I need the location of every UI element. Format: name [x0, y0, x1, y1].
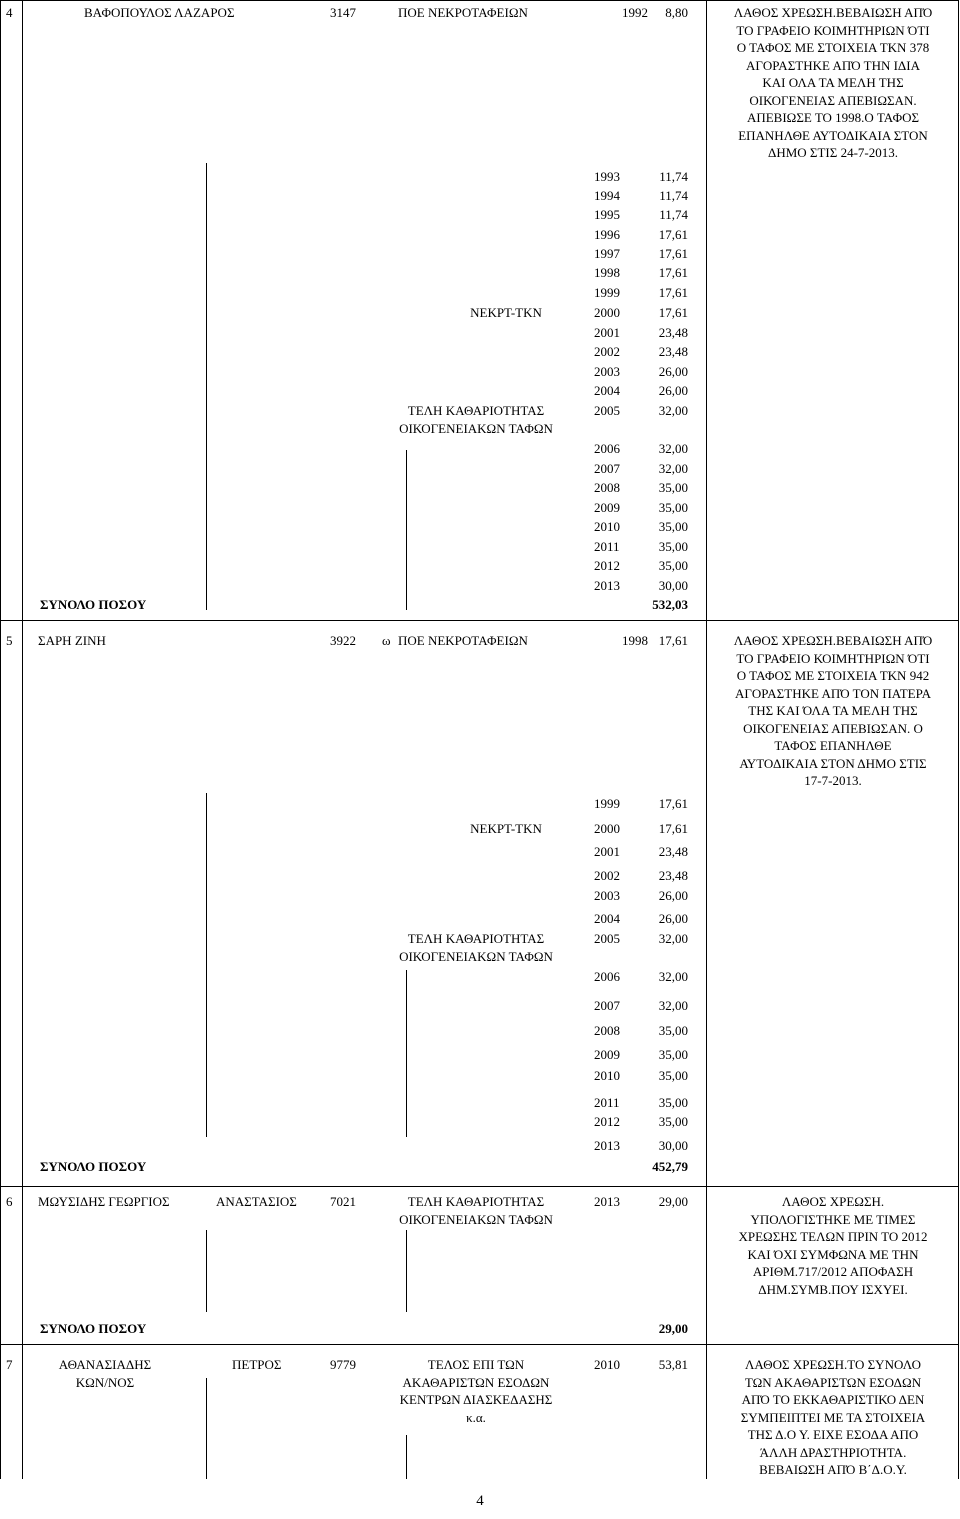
record-code: 3922: [330, 633, 356, 648]
year: 2011: [594, 539, 620, 554]
year: 2004: [594, 911, 620, 926]
text-line: ΤΗΣ ΚΑΙ ΌΛΑ ΤΑ ΜΕΛΗ ΤΗΣ: [748, 703, 918, 718]
year: 2013: [594, 578, 620, 593]
record-code: 9779: [330, 1357, 356, 1372]
text-line: ΟΙΚΟΓΕΝΕΙΑΣ ΑΠΕΒΙΩΣΑΝ.: [749, 92, 917, 108]
text-line: Ο ΤΑΦΟΣ ΜΕ ΣΤΟΙΧΕΙΑ ΤΚΝ 942: [736, 668, 930, 683]
fees-label-line-2: ΟΙΚΟΓΕΝΕΙΑΚΩΝ ΤΑΦΩΝ: [399, 421, 553, 436]
year: 2003: [594, 364, 620, 379]
amount: 35,00: [658, 1047, 688, 1062]
text-line: ΥΠΟΛΟΓΙΣΤΗΚΕ ΜΕ ΤΙΜΕΣ: [750, 1211, 916, 1227]
table-right-border: [958, 0, 959, 1479]
text-line: ΚΑΙ ΌΧΙ ΣΥΜΦΩΝΑ ΜΕ ΤΗΝ: [747, 1246, 919, 1262]
record-service-line-1: ΤΕΛΗ ΚΑΘΑΡΙΟΤΗΤΑΣ: [407, 1194, 545, 1209]
record-mark: ω: [382, 633, 391, 648]
year: 2010: [594, 1068, 620, 1083]
amount: 32,00: [658, 461, 688, 476]
year: 1996: [594, 227, 620, 242]
text-line: ΤΑΦΟΣ ΕΠΑΝΗΛΘΕ: [774, 738, 892, 753]
amount: 32,00: [658, 403, 688, 418]
year: 2000: [594, 305, 620, 320]
record-service: [376, 1356, 576, 1426]
record-code: 7021: [330, 1194, 356, 1209]
amount: 35,00: [658, 480, 688, 495]
table-left-border: [0, 0, 1, 1479]
record-note: [708, 1193, 958, 1298]
text-line: Ο ΤΑΦΟΣ ΜΕ ΣΤΟΙΧΕΙΑ ΤΚΝ 378: [736, 40, 930, 55]
total-label: ΣΥΝΟΛΟ ΠΟΣΟΥ: [40, 597, 147, 612]
amount: 23,48: [658, 344, 688, 359]
record-first-year: 1998: [622, 633, 648, 648]
fees-label-line-1: ΤΕΛΗ ΚΑΘΑΡΙΟΤΗΤΑΣ: [407, 403, 545, 418]
year: 1995: [594, 207, 620, 222]
year: 2007: [594, 998, 620, 1013]
amount: 35,00: [658, 1068, 688, 1083]
record-name-line-2: ΚΩΝ/ΝΟΣ: [75, 1375, 135, 1390]
amount: 17,61: [658, 796, 688, 811]
amount: 23,48: [658, 325, 688, 340]
record-note: [708, 632, 958, 790]
text-line: 17-7-2013.: [804, 773, 862, 788]
record-name-line-1: ΑΘΑΝΑΣΙΑΔΗΣ: [58, 1357, 152, 1372]
text-line: ΑΡΙΘΜ.717/2012 ΑΠΟΦΑΣΗ: [752, 1264, 914, 1279]
amount: 17,61: [658, 821, 688, 836]
text-line: ΛΑΘΟΣ ΧΡΕΩΣΗ.ΒΕΒΑΙΩΣΗ ΑΠΌ: [733, 633, 933, 648]
year: 2009: [594, 500, 620, 515]
amount: 35,00: [658, 519, 688, 534]
text-line: ΆΛΛΗ ΔΡΑΣΤΗΡΙΟΤΗΤΑ.: [759, 1444, 907, 1460]
year: 2009: [594, 1047, 620, 1062]
amount: 32,00: [658, 969, 688, 984]
amount: 35,00: [658, 1023, 688, 1038]
year: 1998: [594, 265, 620, 280]
fees-label-line-1: ΤΕΛΗ ΚΑΘΑΡΙΟΤΗΤΑΣ: [407, 931, 545, 946]
record-number: 7: [6, 1357, 13, 1372]
text-line: ΛΑΘΟΣ ΧΡΕΩΣΗ.: [781, 1194, 885, 1209]
text-line: ΟΙΚΟΓΕΝΕΙΑΣ ΑΠΕΒΙΩΣΑΝ. Ο: [743, 720, 923, 736]
record-number: 6: [6, 1194, 13, 1209]
text-line: ΑΠΌ ΤΟ ΕΚΚΑΘΑΡΙΣΤΙΚΟ ΔΕΝ: [741, 1392, 925, 1407]
amount: 17,61: [658, 305, 688, 320]
year: 2004: [594, 383, 620, 398]
amount: 11,74: [659, 207, 688, 222]
year: 1997: [594, 246, 620, 261]
record-father: ΠΕΤΡΟΣ: [232, 1357, 282, 1372]
year: 2001: [594, 325, 620, 340]
row-divider: [0, 620, 959, 621]
record-service-line-2: ΟΙΚΟΓΕΝΕΙΑΚΩΝ ΤΑΦΩΝ: [399, 1212, 553, 1227]
text-line: ΣΥΜΠΕΙΠΤΕΙ ΜΕ ΤΑ ΣΤΟΙΧΕΙΑ: [740, 1409, 926, 1425]
amount: 17,61: [658, 285, 688, 300]
text-line: ΤΩΝ ΑΚΑΘΑΡΙΣΤΩΝ ΕΣΟΔΩΝ: [744, 1374, 922, 1390]
amount: 23,48: [658, 844, 688, 859]
amount: 26,00: [658, 364, 688, 379]
amount: 35,00: [658, 539, 688, 554]
column-divider: [22, 0, 23, 1479]
year: 2012: [594, 558, 620, 573]
record-name: ΜΩΥΣΙΔΗΣ ΓΕΩΡΓΙΟΣ: [38, 1194, 170, 1209]
column-divider: [206, 1378, 207, 1479]
year: 2010: [594, 519, 620, 534]
record-first-amount: 8,80: [665, 5, 688, 20]
record-code: 3147: [330, 5, 356, 20]
column-divider: [406, 970, 407, 1137]
year: 2002: [594, 344, 620, 359]
column-divider: [706, 0, 707, 1479]
amount: 26,00: [658, 888, 688, 903]
year: 2000: [594, 821, 620, 836]
record-note: [708, 4, 958, 162]
year: 1994: [594, 188, 620, 203]
amount: 35,00: [658, 1114, 688, 1129]
amount: 23,48: [658, 868, 688, 883]
amount: 32,00: [658, 998, 688, 1013]
fees-label-line-2: ΟΙΚΟΓΕΝΕΙΑΚΩΝ ΤΑΦΩΝ: [399, 949, 553, 964]
year: 2005: [594, 403, 620, 418]
nekrt-label: ΝΕΚΡΤ-ΤΚΝ: [470, 305, 542, 320]
amount: 35,00: [658, 558, 688, 573]
amount: 17,61: [658, 246, 688, 261]
column-divider: [206, 793, 207, 1137]
text-line: ΔΗΜ.ΣΥΜΒ.ΠΟΥ ΙΣΧΥΕΙ.: [758, 1281, 908, 1297]
record-note: [708, 1356, 958, 1479]
amount: 35,00: [658, 1095, 688, 1110]
amount: 11,74: [659, 188, 688, 203]
text-line: ΒΕΒΑΙΩΣΗ ΑΠΌ Β΄Δ.Ο.Υ.: [759, 1462, 907, 1477]
year: 2001: [594, 844, 620, 859]
text-line: ΔΗΜΟ ΣΤΙΣ 24-7-2013.: [767, 145, 898, 160]
text-line: ΑΠΕΒΙΩΣΕ ΤΟ 1998.Ο ΤΑΦΟΣ: [746, 110, 920, 125]
year: 2011: [594, 1095, 620, 1110]
year: 2013: [594, 1138, 620, 1153]
row-divider: [0, 1344, 959, 1345]
amount: 30,00: [658, 1138, 688, 1153]
row-divider: [0, 1186, 959, 1187]
total-amount: 532,03: [652, 597, 688, 612]
text-line: ΑΚΑΘΑΡΙΣΤΩΝ ΕΣΟΔΩΝ: [402, 1374, 550, 1390]
year: 2005: [594, 931, 620, 946]
text-line: ΤΗΣ Δ.Ο Υ. ΕΙΧΕ ΕΣΟΔΑ ΑΠΟ: [747, 1427, 919, 1442]
amount: 11,74: [659, 169, 688, 184]
year: 1999: [594, 796, 620, 811]
year: 2012: [594, 1114, 620, 1129]
amount: 35,00: [658, 500, 688, 515]
column-divider: [406, 1435, 407, 1479]
text-line: ΚΑΙ ΟΛΑ ΤΑ ΜΕΛΗ ΤΗΣ: [762, 75, 904, 90]
record-first-amount: 29,00: [658, 1194, 688, 1209]
text-line: ΤΟ ΓΡΑΦΕΙΟ ΚΟΙΜΗΤΗΡΙΩΝ ΌΤΙ: [736, 650, 930, 666]
text-line: ΤΕΛΟΣ ΕΠΙ ΤΩΝ: [427, 1357, 525, 1372]
amount: 32,00: [658, 441, 688, 456]
page-number: 4: [476, 1493, 484, 1509]
record-first-amount: 53,81: [658, 1357, 688, 1372]
total-amount: 452,79: [652, 1159, 688, 1174]
record-first-year: 1992: [622, 5, 648, 20]
text-line: ΚΕΝΤΡΩΝ ΔΙΑΣΚΕΔΑΣΗΣ: [399, 1392, 553, 1407]
record-first-amount: 17,61: [658, 633, 688, 648]
year: 1993: [594, 169, 620, 184]
record-service: ΠΟΕ ΝΕΚΡΟΤΑΦΕΙΩΝ: [398, 5, 528, 20]
record-name: ΒΑΦΟΠΟΥΛΟΣ ΛΑΖΑΡΟΣ: [84, 5, 235, 20]
column-divider: [206, 163, 207, 610]
amount: 26,00: [658, 383, 688, 398]
amount: 32,00: [658, 931, 688, 946]
amount: 30,00: [658, 578, 688, 593]
column-divider: [206, 1230, 207, 1312]
year: 2008: [594, 480, 620, 495]
text-line: ΑΓΟΡΑΣΤΗΚΕ ΑΠΌ ΤΟΝ ΠΑΤΕΡΑ: [734, 685, 932, 701]
year: 1999: [594, 285, 620, 300]
text-line: ΧΡΕΩΣΗΣ ΤΕΛΩΝ ΠΡΙΝ ΤΟ 2012: [738, 1229, 928, 1244]
row-divider: [0, 0, 959, 1]
year: 2002: [594, 868, 620, 883]
year: 2008: [594, 1023, 620, 1038]
text-line: ΤΟ ΓΡΑΦΕΙΟ ΚΟΙΜΗΤΗΡΙΩΝ ΌΤΙ: [736, 22, 930, 38]
year: 2007: [594, 461, 620, 476]
year: 2006: [594, 969, 620, 984]
record-father: ΑΝΑΣΤΑΣΙΟΣ: [216, 1194, 297, 1209]
text-line: ΛΑΘΟΣ ΧΡΕΩΣΗ.ΤΟ ΣΥΝΟΛΟ: [744, 1357, 922, 1372]
total-label: ΣΥΝΟΛΟ ΠΟΣΟΥ: [40, 1159, 147, 1174]
total-amount: 29,00: [658, 1321, 688, 1336]
amount: 17,61: [658, 227, 688, 242]
total-label: ΣΥΝΟΛΟ ΠΟΣΟΥ: [40, 1321, 147, 1336]
record-name: ΣΑΡΗ ΖΙΝΗ: [38, 633, 106, 648]
amount: 26,00: [658, 911, 688, 926]
column-divider: [406, 450, 407, 610]
text-line: ΕΠΑΝΗΛΘΕ ΑΥΤΟΔΙΚΑΙΑ ΣΤΟΝ: [738, 127, 928, 143]
record-service: ΠΟΕ ΝΕΚΡΟΤΑΦΕΙΩΝ: [398, 633, 528, 648]
record-first-year: 2013: [594, 1194, 620, 1209]
record-number: 4: [6, 5, 13, 20]
record-first-year: 2010: [594, 1357, 620, 1372]
year: 2006: [594, 441, 620, 456]
text-line: ΑΥΤΟΔΙΚΑΙΑ ΣΤΟΝ ΔΗΜΟ ΣΤΙΣ: [739, 755, 927, 771]
year: 2003: [594, 888, 620, 903]
text-line: ΑΓΟΡΑΣΤΗΚΕ ΑΠΌ ΤΗΝ ΙΔΙΑ: [745, 57, 921, 73]
nekrt-label: ΝΕΚΡΤ-ΤΚΝ: [470, 821, 542, 836]
column-divider: [406, 1230, 407, 1312]
amount: 17,61: [658, 265, 688, 280]
text-line: κ.α.: [466, 1409, 486, 1425]
record-number: 5: [6, 633, 13, 648]
text-line: ΛΑΘΟΣ ΧΡΕΩΣΗ.ΒΕΒΑΙΩΣΗ ΑΠΌ: [733, 5, 933, 20]
